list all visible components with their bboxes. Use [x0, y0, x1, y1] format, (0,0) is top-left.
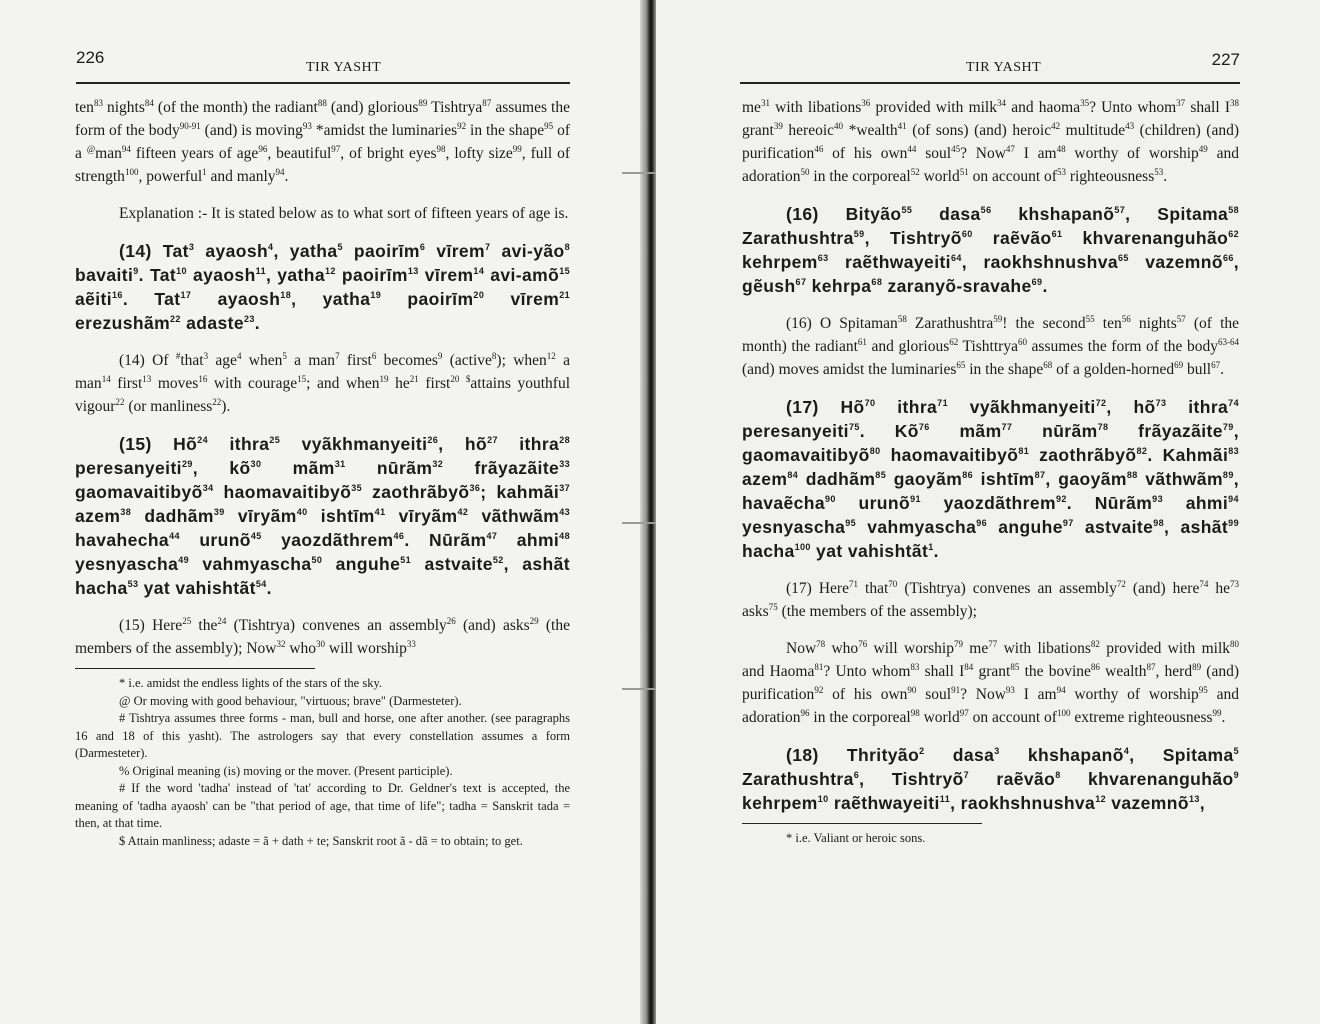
paragraph: $me^{31}$ with libations$^{36}$ provided with milk$^{34}$ and haoma$^{35}$? Unto whom$^{37}$ shall $I^{38}$ grant$^{39}$ hereoic$^{40}$ *wealth$^{41}$ (of sons) (and) heroic$^{42}$ multitude$^{43}$ (children) (and) purification$^{46}$ of his own$^{44}$ soul$^{45}$? Now$^{47}$ I $am^{48}$ worthy of worship$^{49}$ and adoration$^{50}$ in the corporeal$^{52}$ world$^{51}$ on account $of^{53}$ righteousness$^{53}$.: [742, 97, 1239, 185]
right-text-column: [742, 96, 1239, 848]
avestan-verse-17: (17) $Hõ^{70}$ ithra$^{71}$ vyãkhmanyeiti$^{72}$, $hõ^{73}$ ithra$^{74}$ peresanyeiti$^{75}$. $Kõ^{76}$ mãm$^{77}$ nūrãm$^{78}$ frãyazãite$^{79}$, gaomavaitibyõ$^{80}$ haomavaitibyõ$^{81}$ zaothrãbyõ$^{82}$. Kahmãi$^{83}$ azem$^{84}$ dadhãm$^{85}$ gaoyãm$^{86}$ ishtīm$^{87}$, gaoyãm$^{88}$ vãthwãm$^{89}$, havaẽcha$^{90}$ urunõ$^{91}$ yaozdãthrem$^{92}$. Nūrãm$^{93}$ ahmi$^{94}$ yesnyascha$^{95}$ vahmyascha$^{96}$ anguhe$^{97}$ astvaite$^{98}$, ashãt$^{99}$ hacha$^{100}$ yat vahishtãt$^1$.: [742, 397, 1240, 561]
gutter-mark: [622, 172, 658, 174]
footnote: % Original meaning (is) moving or the mover. (Present participle).: [119, 763, 453, 778]
footnote: @ Or moving with good behaviour, "virtuous; brave" (Darmesteter).: [119, 693, 462, 708]
page-number: 226: [76, 48, 105, 67]
footnote: * i.e. Valiant or heroic sons.: [786, 831, 926, 845]
translation-16: (16) O Spitaman$^{58}$ Zarathushtra$^{59}$! the second$^{55}$ ten$^{56}$ nights$^{57}$ (of the month) the radiant$^{61}$ and glorious$^{62}$ Tishttrya$^{60}$ assumes the form of the body$^{63-64}$ (and) moves amidst the luminaries$^{65}$ in the shape$^{68}$ of a golden-horned$^{69}$ bull$^{67}$.: [742, 313, 1240, 378]
running-head: TIR YASHT: [306, 60, 382, 75]
right-header: [740, 48, 1240, 84]
translation-14: (14) Of #that$^3$ age$^4$ when$^5$ a man$^7$ first$^6$ becomes$^9$ (active$^8$); when$^{12}$ a man$^{14}$ first$^{13}$ moves$^{16}$ with courage$^{15}$; and when$^{19}$ $he^{21}$ first$^{20}$ $attains youthful vigour$^{22}$ (or manliness$^{22}$).: [75, 350, 571, 415]
avestan-verse-18: (18) Thrityão$^2$ dasa$^3$ khshapanõ$^4$, Spitama$^5$ Zarathushtra$^6$, Tishtryõ$^7$ raẽvão$^8$ khvarenanguhão$^9$ kehrpem$^{10}$ raẽthwayeiti$^{11}$, raokhshnushva$^{12}$ vazemnõ$^{13}$,: [742, 745, 1239, 813]
gutter-mark: [622, 688, 658, 690]
avestan-verse-16: (16) Bityão$^{55}$ dasa$^{56}$ khshapanõ$^{57}$, Spitama$^{58}$ Zarathushtra$^{59}$, Tishtryõ$^{60}$ raẽvão$^{61}$ khvarenanguhão$^{62}$ kehrpem$^{63}$ raẽthwayeiti$^{64}$, raokhshnushva$^{65}$ vazemnõ$^{66}$, gẽush$^{67}$ kehrpa$^{68}$ zaranyõ-sravahe$^{69}$.: [742, 204, 1240, 296]
footnote: # Tishtrya assumes three forms - man, bull and horse, one after another. (see paragraphs 16 and 18 of this yasht). The astrologers say that every constellation assumes a form (Darmesteter).: [75, 711, 570, 760]
avestan-verse-14: (14) Tat$^3$ ayaosh$^4$, yatha$^5$ paoirīm$^6$ vīrem$^7$ avi-yão$^8$ bavaiti$^9$. Tat$^{10}$ ayaosh$^{11}$, yatha$^{12}$ paoirīm$^{13}$ vīrem$^{14}$ avi-amõ$^{15}$ aẽiti$^{16}$. Tat$^{17}$ ayaosh$^{18}$, yatha$^{19}$ paoirīm$^{20}$ vīrem$^{21}$ erezushãm$^{22}$ adaste$^{23}$.: [75, 241, 571, 333]
explanation: Explanation :- It is stated below as to what sort of fifteen years of age is.: [119, 205, 569, 222]
footnote: # If the word 'tadha' instead of 'tat' according to Dr. Geldner's text is accepted, the meaning of 'tadha ayaosh' can be "that period of age, that time of life"; tadha = Sanskrit tada = then, at that time.: [75, 781, 570, 830]
avestan-verse-15: (15) $Hõ^{24}$ ithra$^{25}$ vyãkhmanyeiti$^{26}$, $hõ^{27}$ ithra$^{28}$ peresanyeiti$^{29}$, $kõ^{30}$ mãm$^{31}$ nūrãm$^{32}$ frãyazãite$^{33}$ gaomavaitibyõ$^{34}$ haomavaitibyõ$^{35}$ zaothrãbyõ$^{36}$; kahmãi$^{37}$ azem$^{38}$ dadhãm$^{39}$ vīryãm$^{40}$ ishtīm$^{41}$ vīryãm$^{42}$ vãthwãm$^{43}$ havahecha$^{44}$ urunõ$^{45}$ yaozdãthrem$^{46}$. Nūrãm$^{47}$ ahmi$^{48}$ yesnyascha$^{49}$ vahmyascha$^{50}$ anguhe$^{51}$ astvaite$^{52}$, ashãt hacha$^{53}$ yat vahishtãt$^{54}$.: [75, 434, 571, 598]
footnote: $ Attain manliness; adaste = ã + dath + te; Sanskrit root ã - dã = to obtain; to get.: [119, 833, 523, 848]
footnotes: [75, 675, 570, 850]
gutter-mark: [622, 522, 658, 524]
translation-17b: Now$^{78}$ who$^{76}$ will worship$^{79}$ $me^{77}$ with libations$^{82}$ provided with milk$^{80}$ and Haoma$^{81}$? Unto whom$^{83}$ shall $I^{84}$ grant$^{85}$ the bovine$^{86}$ wealth$^{87}$, herd$^{89}$ (and) purification$^{92}$ of his own$^{90}$ soul$^{91}$? Now$^{93}$ I $am^{94}$ worthy of worship$^{95}$ and adoration$^{96}$ in the corporeal$^{98}$ world$^{97}$ on account $of^{100}$ extreme righteousness$^{99}$.: [742, 638, 1240, 726]
left-text-column: [75, 96, 570, 850]
footnote-divider: [742, 823, 982, 824]
footnote-divider: [75, 668, 315, 669]
page-number: 227: [1211, 50, 1240, 69]
left-page: [0, 0, 648, 1024]
footnote: * i.e. amidst the endless lights of the stars of the sky.: [119, 676, 383, 690]
running-head: TIR YASHT: [966, 60, 1042, 75]
paragraph: ten$^{83}$ nights$^{84}$ (of the month) the radiant$^{88}$ (and) glorious$^{89}$ Tishtrya$^{87}$ assumes the form of the body$^{90-91}$ (and) is moving$^{93}$ *amidst the luminaries$^{92}$ in the shape$^{95}$ of a @man$^{94}$ fifteen years of age$^{96}$, beautiful$^{97}$, of bright eyes$^{98}$, lofty size$^{99}$, full of strength$^{100}$, powerful$^1$ and manly$^{94}$.: [75, 97, 571, 185]
translation-17a: (17) Here$^{71}$ that$^{70}$ (Tishtrya) convenes an assembly$^{72}$ (and) here$^{74}$ $he^{73}$ asks$^{75}$ (the members of the assembly);: [742, 578, 1240, 620]
left-header: [76, 48, 570, 84]
translation-15: (15) Here$^{25}$ the$^{24}$ (Tishtrya) convenes an assembly$^{26}$ (and) asks$^{29}$ (the members of the assembly); Now$^{32}$ who$^{30}$ will worship$^{33}$: [75, 615, 570, 657]
right-page: [656, 0, 1320, 1024]
